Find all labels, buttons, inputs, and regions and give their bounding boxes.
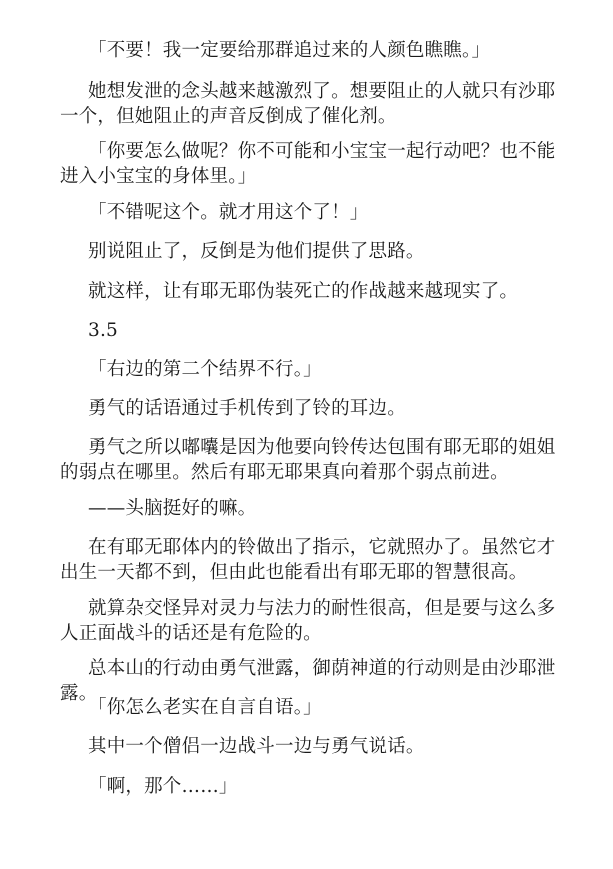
paragraph: 「你要怎么做呢？你不可能和小宝宝一起行动吧？也不能进入小宝宝的身体里。」 bbox=[60, 141, 556, 187]
paragraph: 在有耶无耶体内的铃做出了指示，它就照办了。虽然它才出生一天都不到，但由此也能看出有耶无耶的智慧很高。 bbox=[60, 537, 556, 583]
paragraph: 「右边的第二个结界不行。」 bbox=[88, 359, 322, 380]
paragraph: 「啊，那个……」 bbox=[88, 776, 238, 797]
paragraph: 勇气的话语通过手机传到了铃的耳边。 bbox=[88, 398, 406, 419]
paragraph: 「不错呢这个。就才用这个了！」 bbox=[88, 202, 369, 223]
paragraph: ——头脑挺好的嘛。 bbox=[88, 498, 257, 519]
paragraph: 她想发泄的念头越来越激烈了。想要阻止的人就只有沙耶一个，但她阻止的声音反倒成了催化剂。 bbox=[60, 81, 556, 127]
paragraph: 就这样，让有耶无耶伪装死亡的作战越来越现实了。 bbox=[88, 281, 519, 302]
paragraph: 总本山的行动由勇气泄露，御荫神道的行动则是由沙耶泄露。 bbox=[60, 658, 556, 704]
paragraph: 勇气之所以嘟囔是因为他要向铃传达包围有耶无耶的姐姐的弱点在哪里。然后有耶无耶果真向着那个弱点前进。 bbox=[60, 437, 556, 483]
paragraph: 就算杂交怪异对灵力与法力的耐性很高，但是要与这么多人正面战斗的话还是有危险的。 bbox=[60, 598, 556, 644]
paragraph: 「你怎么老实在自言自语。」 bbox=[88, 697, 322, 718]
paragraph: 「不要！我一定要给那群追过来的人颜色瞧瞧。」 bbox=[88, 40, 491, 61]
paragraph: 其中一个僧侣一边战斗一边与勇气说话。 bbox=[88, 736, 425, 757]
section-number: 3.5 bbox=[88, 320, 119, 341]
paragraph: 别说阻止了，反倒是为他们提供了思路。 bbox=[88, 241, 425, 262]
